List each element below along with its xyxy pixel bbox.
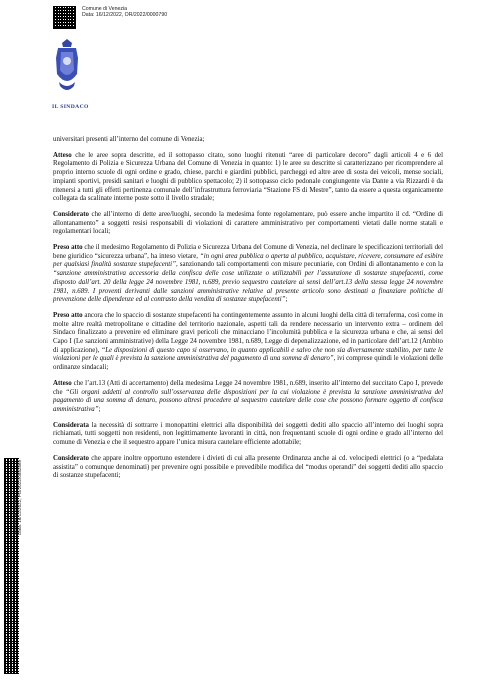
stamp-line-2: Data: 16/12/2022, OR/2022/0000790 [82, 12, 168, 19]
paragraph-text: che all’interno di dette aree/luoghi, secondo la medesima fonte regolamentare, può essere anche impartito il cd. “Ordine di allontanamento” a soggetti resisi responsabili di violazioni di carattere amministrativo per comportamenti vietati dalle norme statali e regolamentari locali; [53, 210, 443, 236]
paragraph-lead: Preso atto [53, 311, 83, 319]
paragraph-text: che le aree sopra descritte, ed il sottopasso citato, sono luoghi ritenuti “aree di particolare decoro” dagli articoli 4 e 6 del Regolamento di Polizia e Sicurezza Urbana del Comune di Venezia in quanto: 1) le aree su descritte si caratterizzano per ricomprendere al proprio interno scuole di ogni ordine e grado, chiese, parchi e giardini pubblici, parcheggi ed altre aree di sosta dei veicoli, mense sociali, impianti sportivi, presidi sanitari e luoghi di pubblico spettacolo; 2) il sottopasso ciclo pedonale congiungente via Dante a via Rizzardi è da ritenersi a tutti gli effetti pertinenza comunale dell’infrastruttura ferroviaria “Stazione FS di Mestre”, tanto da essere a questa organicamente collegata da scalinate interne poste sotto il livello stradale; [53, 151, 443, 203]
side-stamp-line-1: Comune di Venezia [12, 495, 17, 535]
paragraph-text: ; [98, 405, 101, 413]
side-protocol-stamp [12, 460, 23, 535]
quoted-text: “in ogni area pubblica o aperta al pubblico, acquistare, ricevere, consumare ed esibire per qualsiasi finalità sostanze stupefacenti” [53, 252, 444, 269]
paragraph [53, 312, 443, 373]
paragraph-text: ancora che lo spaccio di sostanze stupefacenti ha contingentemente assunto in alcuni luoghi della città di terraferma, così come in molte altre realtà metropolitane e cittadine del territorio nazionale, aspetti tali da rendere necessario un intervento extra – ordinem del Sindaco finalizzato a prevenire ed eliminare gravi pericoli che minacciano l’incolumità pubblica e la sicurezza urbana e che, ai sensi del Capo I (Le sanzioni amministrative) della Legge 24 novembre 1981, n.689, Legge di depenalizzazione, ed in particolare dell’art.12 (Ambito di applicazione), [53, 311, 444, 354]
paragraph [53, 422, 443, 448]
paragraph-text: che il medesimo Regolamento di Polizia e Sicurezza Urbana del Comune di Venezia, nel declinare le specificazioni territoriali del bene giuridico “sicurezza urbana”, ha inteso vietare, [53, 244, 443, 260]
paragraph [53, 211, 443, 237]
protocol-stamp [82, 6, 167, 18]
quoted-text: “sanzione amministrativa accessoria della confisca delle cose utilizzate o utilizzabili per l’assunzione di sostanze stupefacenti, come disposto dall’art. 20 della legge 24 novembre 1981, n.689, previo sequestro cautelare ai sensi dell’art.13 della stessa legge 24 novembre 1981, n.689. I proventi derivanti dalle sanzioni amministrative relative al presente articolo sono destinati a finanziare politiche di prevenzione delle dipendenze ed al contrasto della vendita di sostanze stupefacenti” [53, 270, 443, 304]
paragraph-text: che appare inoltre opportuno estendere i divieti di cui alla presente Ordinanza anche ai cd. velocipedi elettrici (o a “pedalata assistita” o comunque denominati) per prevenire ogni possibile e prevedibile modifica del “modus operandi” dei soggetti dediti allo spaccio di sostanze stupefacenti; [53, 454, 443, 480]
paragraph [53, 244, 443, 305]
document-body [53, 136, 443, 488]
paragraph-text: la necessità di sottrarre i monopattini elettrici alla disponibilità dei soggetti dediti allo spaccio all’interno dei luoghi sopra richiamati, tutti soggetti non residenti, non legittimamente lavoranti in città, non frequentanti scuole di ogni ordine e grado all’interno del comune di Venezia e che il sequestro appare l’unica misura cautelare efficiente adottabile; [53, 421, 443, 447]
paragraph-lead: Considerata [53, 421, 89, 429]
paragraph-lead: Considerato [53, 210, 89, 218]
qr-code [53, 6, 76, 29]
paragraph [53, 136, 443, 145]
paragraph-text: , sanzionando tali comportamenti con misure pecuniarie, con Ordini di allontanamento e con la [175, 261, 444, 269]
stamp-line-1: Comune di Venezia [82, 6, 127, 12]
paragraph [53, 455, 443, 481]
paragraph-text: , ivi comprese quindi le violazioni delle ordinanze sindacali; [53, 355, 444, 372]
coat-of-arms-icon [52, 38, 82, 100]
quoted-text: “Gli organi addetti al controllo sull’osservanza delle disposizioni per la cui violazione è prevista la sanzione amministrativa del pagamento di una somma di denaro, possono altresì procedere al sequestro cautelare delle cose che possono formare oggetto di confisca amministrativa” [53, 388, 443, 413]
paragraph-text: ; [285, 296, 288, 304]
office-title: IL SINDACO [52, 104, 89, 110]
paragraph [53, 380, 443, 415]
paragraph-lead: Atteso [53, 151, 72, 159]
paragraph-lead: Atteso [53, 379, 72, 387]
paragraph-lead: Preso atto [53, 244, 83, 252]
paragraph [53, 152, 443, 204]
paragraph-text: universitari presenti all’interno del comune di Venezia; [53, 136, 205, 143]
quoted-text: “Le disposizioni di questo capo si osservano, in quanto applicabili e salvo che non sia diversamente stabilito, per tutte le violazioni per le quali è prevista la sanzione amministrativa del pagamento di una somma di denaro” [53, 346, 444, 363]
paragraph-lead: Considerato [53, 454, 89, 462]
side-stamp-line-2: Data: 16/12/2022, PG/2022/0582869 [17, 459, 23, 535]
paragraph-text: che l’art.13 (Atti di accertamento) della medesima Legge 24 novembre 1981, n.689, inserito all’interno del succitato Capo I, prevede che [53, 379, 443, 396]
